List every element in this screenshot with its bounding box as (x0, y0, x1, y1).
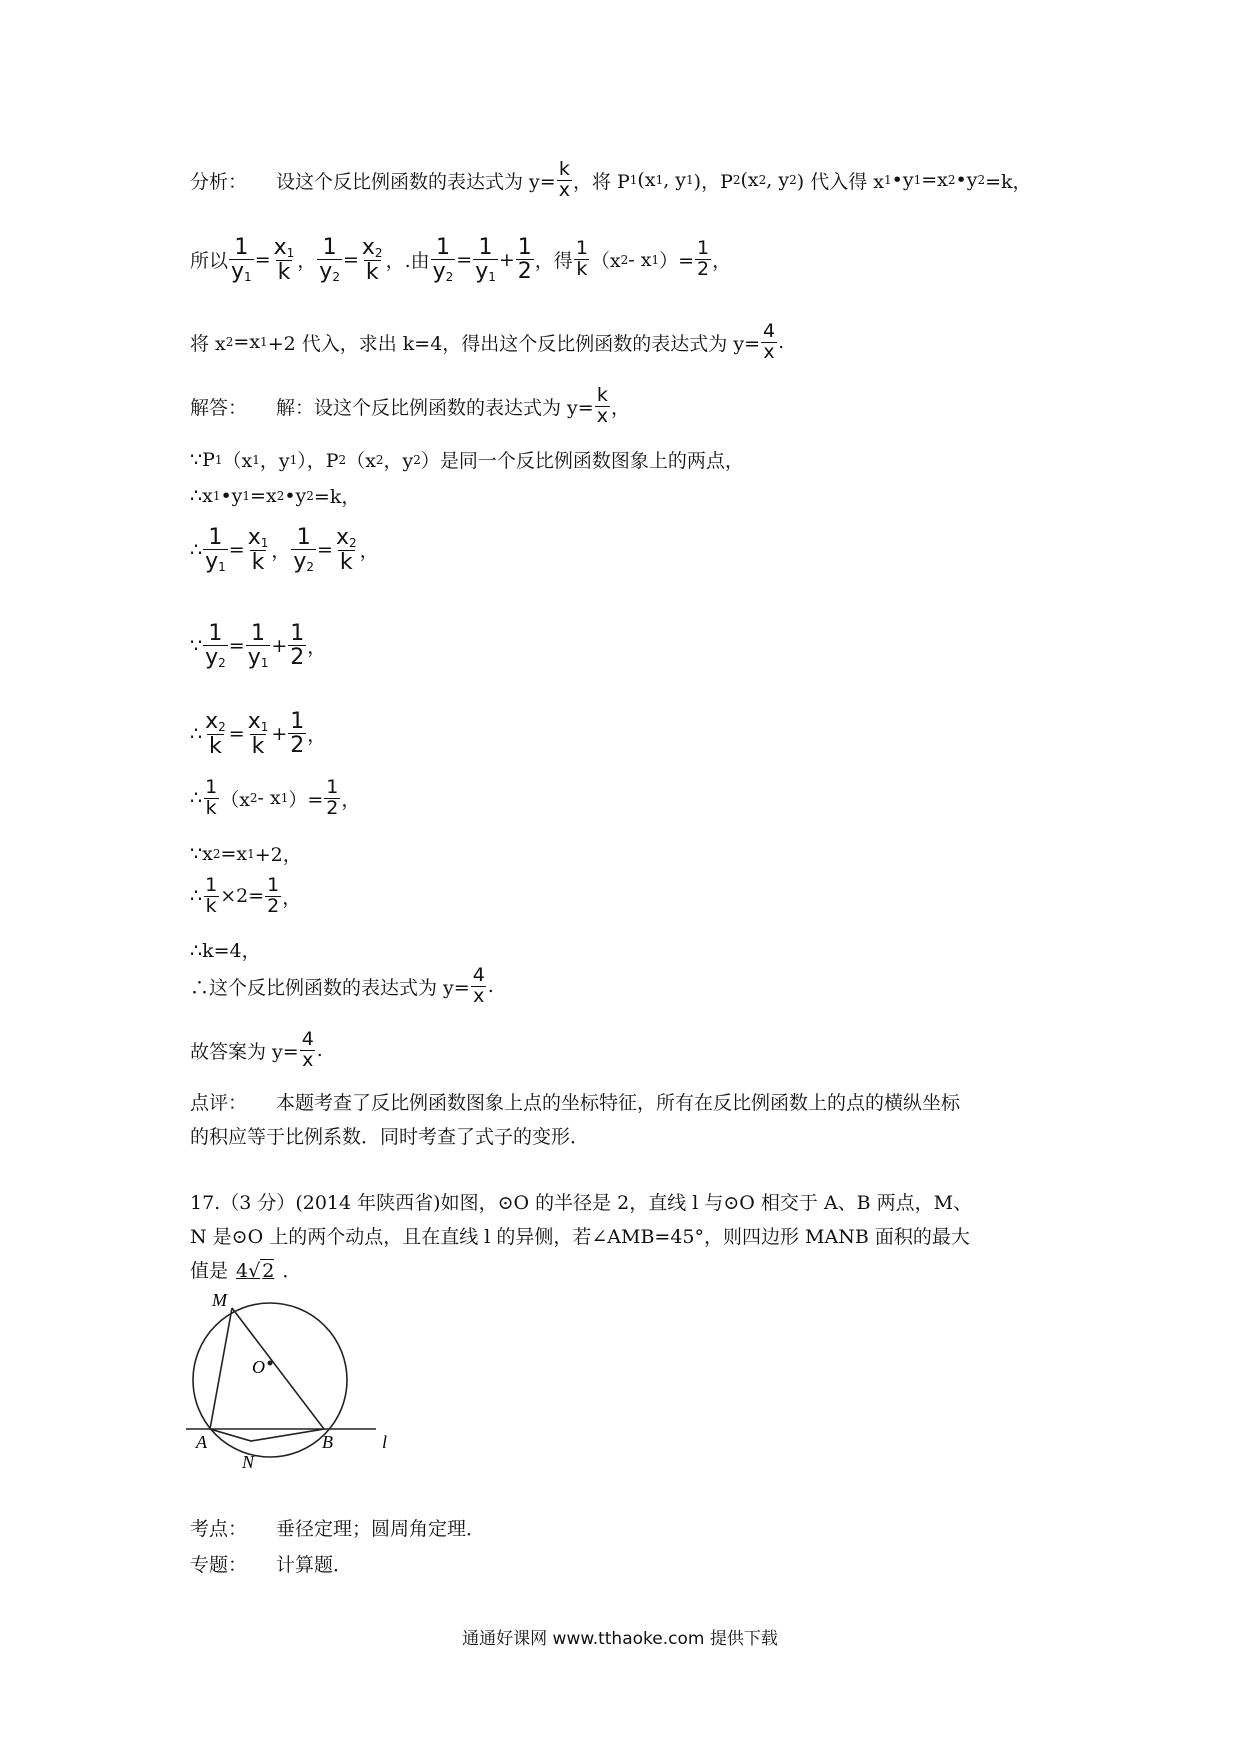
circle-figure (186, 1290, 416, 1490)
solution-line-12: 故答案为 y= $\frac{4}{x}$ . (190, 1028, 323, 1071)
solution-line-4: ∴ $\frac{1}{y_1}$ = $\frac{x_1}{k}$ ， $\frac{1}{y_2}$ = $\frac{x_2}{k}$ ， (190, 525, 379, 575)
solution-label: 解答： (190, 396, 248, 419)
fraction-k-over-x: $\frac{k}{x}$ (558, 158, 570, 201)
solution-line-1: 解答： 解：设这个反比例函数的表达式为 y= $\frac{k}{x}$ ， (190, 384, 630, 427)
solution-line-11: ∴这个反比例函数的表达式为 y= $\frac{4}{x}$ . (190, 964, 494, 1007)
comment-block: 点评： 本题考查了反比例函数图象上点的坐标特征，所有在反比例函数上的点的横纵坐标 的积应等于比例系数．同时考查了式子的变形． (190, 1086, 1060, 1154)
solution-line-6: ∴ $\frac{x_2}{k}$ = $\frac{x_1}{k}$ + $\frac{1}{2}$ ， (190, 709, 327, 759)
analysis-line-3: 将 x 2 =x 1 +2 代入，求出 k=4，得出这个反比例函数的表达式为 y= $\frac{4}{x}$ . (190, 320, 785, 363)
problem-17: 17.（3 分）(2014 年陕西省)如图，⊙O 的半径是 2，直线 l 与⊙O 相交于 A、B 两点，M、 N 是⊙O 上的两个动点，且在直线 l 的异侧，若∠AMB=45°，则四边形 MANB 面积的最大 值是 4√ 2 ． (190, 1192, 973, 1282)
solution-line-9: ∴ $\frac{1}{k}$ ×2= $\frac{1}{2}$ ， (190, 874, 302, 917)
analysis-line-1: 分析： 设这个反比例函数的表达式为 y= $\frac{k}{x}$ ，将 P 1 (x 1 , y 1 )，P 2 (x 2 , y 2 ) 代入得 x 1 •y 1 =x 2 •y 2 =k， (190, 158, 1032, 201)
solution-line-7: ∴ $\frac{1}{k}$ （x 2 - x 1 ）= $\frac{1}{2}$ ， (190, 776, 361, 819)
label-b: B (322, 1432, 333, 1452)
solution-line-10: ∴k=4， (190, 940, 261, 962)
footer: 通通好课网 www.tthaoke.com 提供下载 (462, 1629, 778, 1649)
center-point (268, 1361, 273, 1366)
label-l: l (382, 1432, 388, 1452)
solution-line-2: ∵P 1 （x 1 ，y 1 ），P 2 （x 2 ，y 2 ）是同一个反比例函数图象上的两点， (190, 448, 744, 472)
label-n: N (242, 1452, 255, 1472)
solution-line-8: ∵x 2 =x 1 +2， (190, 842, 302, 866)
keypoints-line: 考点： 垂径定理；圆周角定理． (190, 1518, 486, 1540)
solution-line-5: ∵ $\frac{1}{y_2}$ = $\frac{1}{y_1}$ + $\frac{1}{2}$ ， (190, 621, 327, 671)
label-m: M (212, 1290, 227, 1310)
label-a: A (196, 1432, 207, 1452)
solution-line-3: ∴x 1 •y 1 =x 2 •y 2 =k， (190, 484, 361, 508)
quadrilateral-manb (210, 1308, 324, 1441)
label-o: O (252, 1357, 265, 1377)
comment-label: 点评： (190, 1092, 248, 1114)
analysis-line-2: 所以 $\frac{1}{y_1}$ = $\frac{x_1}{k}$ ， $\frac{1}{y_2}$ = $\frac{x_2}{k}$ ，.由 $\frac{1}{y_2}$ = $\frac{1}{y_1}$ + $\frac{1}{2}$ ，得 $\frac{1}{k}$ （x 2 - x 1 ）= $\frac{1}{2}$ ， (190, 235, 732, 285)
topic-line: 专题： 计算题． (190, 1554, 353, 1576)
answer-blank: 4√ 2 (236, 1260, 275, 1282)
analysis-label: 分析： (190, 170, 248, 193)
